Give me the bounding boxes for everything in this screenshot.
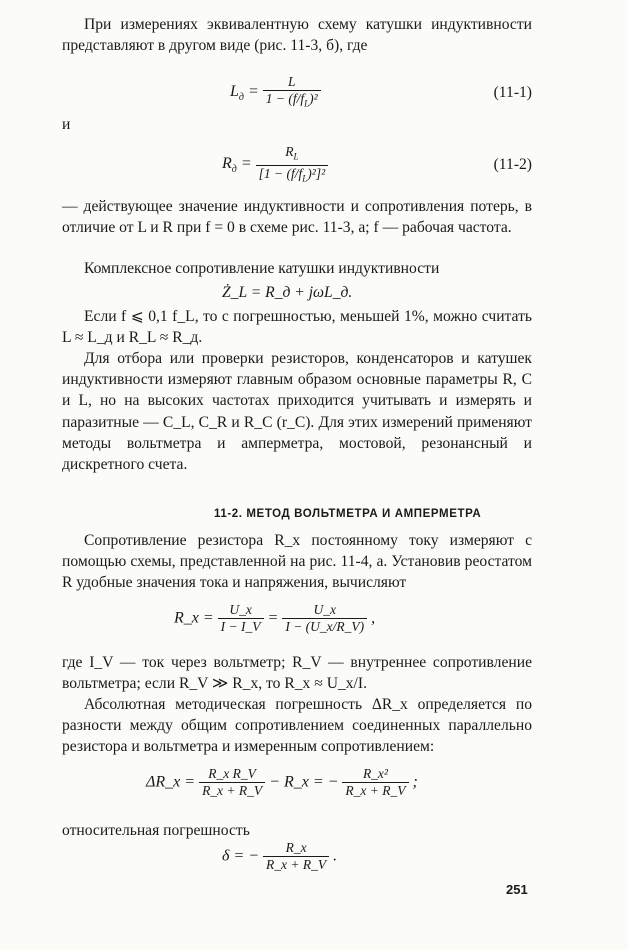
conjunction-and: и <box>62 116 71 133</box>
equation-11-2: $R_д$ = $\frac{R_L}{[1 - (f/f_L)^2]^2}$ (11-2) <box>222 144 532 188</box>
equation-number-11-2: (11-2) <box>493 156 532 173</box>
equation-11-1: $L_д$ = $\frac{L}{1 - (f/f_L)^2}$ (11-1) <box>230 74 532 118</box>
page-number: 251 <box>506 882 528 897</box>
eq2-den-end: )²]² <box>307 165 326 181</box>
eq5-fraction-2 <box>342 766 408 799</box>
eq4-frac1-denominator: I − I_V <box>220 619 261 634</box>
eq4-frac2-numerator: U_x <box>282 602 367 619</box>
eq2-denominator: [1 − (f/f <box>258 165 303 181</box>
paragraph-relative-error: относительная погрешность <box>62 822 250 839</box>
eq5-fraction-1 <box>199 766 265 799</box>
eq5-frac1-denominator: R_x + R_V <box>202 783 263 798</box>
eq6-numerator: R_x <box>263 840 329 857</box>
eq6-tail: . <box>333 847 338 865</box>
eq4-tail: , <box>371 609 376 627</box>
paragraph-resistance-measure: Сопротивление резистора R_x постоянному току измеряют с помощью схемы, представленной на рис. 11-4, а. Установив реостатом R удобные значения тока и напряжения, вычисляют <box>62 532 532 592</box>
eq2-den-sub: L <box>302 173 308 184</box>
eq1-fraction <box>263 74 321 112</box>
eq6-lhs: δ = − <box>222 847 260 865</box>
equation-delta-rx <box>146 766 418 812</box>
eq5-mid: − R_x = − <box>269 773 339 791</box>
eq2-numerator: R <box>285 144 294 159</box>
eq2-lhs: R <box>222 155 232 173</box>
eq2-lhs-sub: д <box>231 164 237 176</box>
eq5-tail: ; <box>412 773 418 791</box>
paragraph-selection: Для отбора или проверки резисторов, конденсаторов и катушек индуктивности измеряют главным образом основные параметры R, C и L, но на высоких частотах приходится учитывать и измерять и паразитные — C_L, C_R и R_C (r_C). Для этих измерений применяют методы вольтметра и амперметра, мостовой, резонансный и дискретного счета. <box>62 350 532 474</box>
equation-delta <box>222 840 337 886</box>
eq5-frac2-numerator: R_x² <box>342 766 408 783</box>
eq1-den-sub: L <box>304 98 310 109</box>
section-heading: 11-2. МЕТОД ВОЛЬТМЕТРА И АМПЕРМЕТРА <box>214 508 482 520</box>
eq2-num-sub: L <box>293 151 299 162</box>
paragraph-absolute-error: Абсолютная методическая погрешность ΔR_x определяется по разности между общим сопротивлением соединенных параллельно резистора и вольтметра и измеренным сопротивлением: <box>62 696 532 756</box>
eq1-lhs-sub: д <box>238 91 244 103</box>
eq1-denominator: 1 − (f/f <box>265 91 305 106</box>
eq5-lhs: ΔR_x = <box>146 773 196 791</box>
eq4-fraction-1 <box>218 602 264 635</box>
eq5-frac1-numerator: R_x R_V <box>199 766 265 783</box>
eq4-frac1-numerator: U_x <box>218 602 264 619</box>
eq4-lhs: R_x = <box>174 609 214 627</box>
eq4-fraction-2 <box>282 602 367 635</box>
eq5-frac2-denominator: R_x + R_V <box>345 783 406 798</box>
eq4-equals: = <box>267 609 279 627</box>
eq1-lhs: L <box>230 82 239 100</box>
eq6-denominator: R_x + R_V <box>266 857 327 872</box>
paragraph-intro: При измерениях эквивалентную схему катушки индуктивности представляют в другом виде (рис. 11-3, б), где <box>62 16 532 55</box>
equation-rx <box>174 602 375 648</box>
eq6-fraction <box>263 840 329 873</box>
eq2-fraction <box>256 144 329 186</box>
eq1-den-end: )² <box>309 91 318 106</box>
eq4-frac2-denominator: I − (U_x/R_V) <box>285 619 365 634</box>
equation-impedance: Ż_L = R_д + jωL_д. <box>222 284 353 301</box>
paragraph-where: где I_V — ток через вольтметр; R_V — внутреннее сопротивление вольтметра; если R_V ≫ R_x, то R_x ≈ U_x/I. <box>62 654 532 693</box>
paragraph-complex-impedance: Комплексное сопротивление катушки индуктивности <box>84 260 440 277</box>
eq1-numerator: L <box>263 74 321 91</box>
paragraph-definition: — действующее значение индуктивности и сопротивления потерь, в отличие от L и R при f = 0 в схеме рис. 11-3, а; f — рабочая частота. <box>62 198 532 237</box>
paragraph-condition: Если f ⩽ 0,1 f_L, то с погрешностью, меньшей 1%, можно считать L ≈ L_д и R_L ≈ R_д. <box>62 308 532 347</box>
equation-number-11-1: (11-1) <box>493 84 532 101</box>
